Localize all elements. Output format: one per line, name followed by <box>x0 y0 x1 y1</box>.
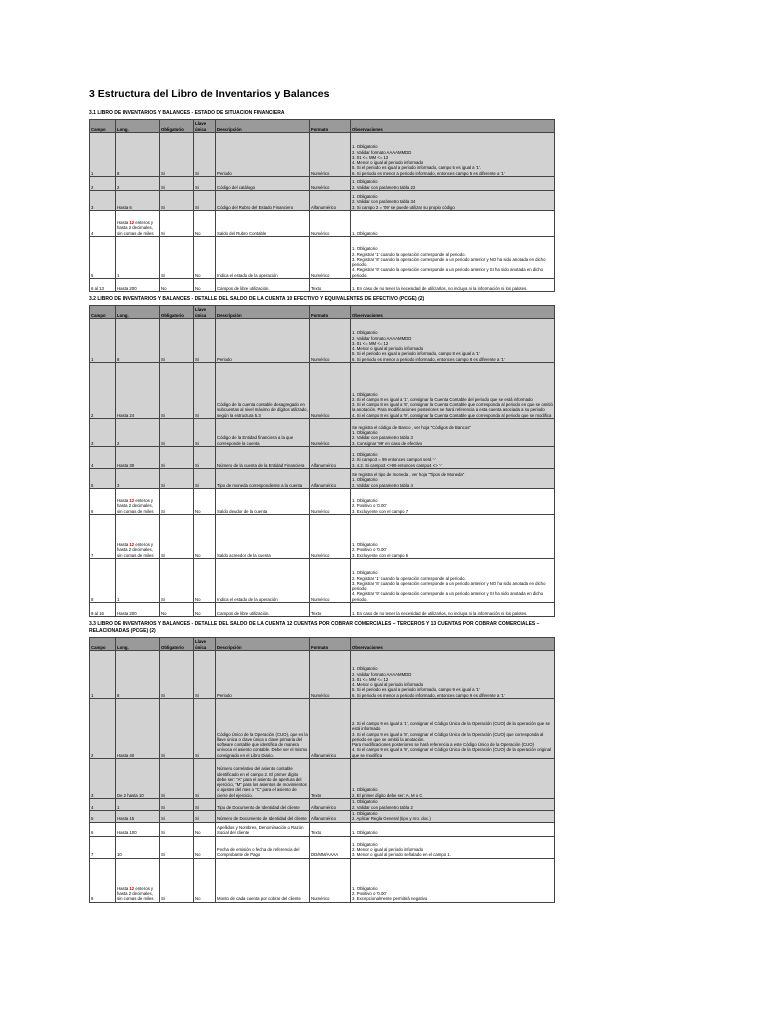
table-cell: Hasta 30 <box>116 447 160 469</box>
table-row <box>90 177 555 191</box>
table-cell: Indica el estado de la operación <box>216 237 310 279</box>
observation-line: 1. En caso de no tener la necesidad de utilizarlos, no incluya ni la información ni los palotes. <box>352 285 528 291</box>
observations-cell <box>351 319 555 363</box>
observation-line: 3. 01 <= MM <= 12 <box>352 340 389 346</box>
table-cell: Alfanumérico <box>310 469 351 489</box>
table-cell: 5 <box>90 811 116 823</box>
observation-line: 2. Registrar '1' cuando la operación corresponde al periodo. <box>352 575 466 581</box>
table-row <box>90 858 555 902</box>
column-header: Obligatorio <box>160 306 194 319</box>
table-row <box>90 133 555 177</box>
observation-line: 2. Positivo o '0.00' <box>352 503 387 509</box>
table-row <box>90 759 555 799</box>
table-cell: Si <box>194 363 216 419</box>
table-row <box>90 279 555 292</box>
table-cell: Hasta 200 <box>116 603 160 617</box>
observation-line: 3. 01 <= MM <= 12 <box>352 154 389 160</box>
observations-cell <box>351 603 555 617</box>
table-cell: Hasta 24 <box>116 363 160 419</box>
table-row <box>90 822 555 836</box>
table-cell: Hasta 200 <box>116 279 160 292</box>
table-cell: 6 <box>90 822 116 836</box>
table-cell: Si <box>160 363 194 419</box>
observations-cell <box>351 759 555 799</box>
table-row <box>90 651 555 699</box>
column-header: Observaciones <box>351 306 555 319</box>
table-cell: Texto <box>310 822 351 836</box>
table-cell: 1 <box>90 651 116 699</box>
table-cell: No <box>194 211 216 237</box>
observation-line: 2. Validar con parámetro tabla 2 <box>352 804 413 810</box>
table-cell: Código del catálogo <box>216 177 310 191</box>
column-header: Long. <box>116 306 160 319</box>
table-cell: Texto <box>310 279 351 292</box>
table-row <box>90 447 555 469</box>
table-cell: Saldo deudor de la cuenta <box>216 489 310 515</box>
table-cell: Campos de libre utilización. <box>216 279 310 292</box>
observations-cell <box>351 211 555 237</box>
table-row <box>90 699 555 759</box>
table-cell: Numérico <box>310 559 351 603</box>
table-cell: Periodo <box>216 133 310 177</box>
table-cell: Si <box>160 419 194 447</box>
table-cell: 3 <box>90 191 116 211</box>
table-cell: Código Único de la Operación (CUO), que es la llave única o clave única o clave primaria del software contable que identifica de manera unívoca el asiento contable. Debe ser el mismo consignado en el Libro Diario. <box>216 699 310 759</box>
table-cell: Si <box>194 699 216 759</box>
observation-line: 3. Si el campo 8 es igual a '8', consignar la Cuenta Contable que corresponda al periodo en que se omitió la anotación. Para modificaciones posteriores se hará referencia a esta cuenta asociada a su periodo <box>352 402 553 413</box>
table-cell: 4 <box>90 211 116 237</box>
table-cell: 4 <box>90 799 116 811</box>
observation-line: 1. Obligatorio <box>352 477 378 483</box>
table-cell: Si <box>160 759 194 799</box>
column-header: Formato <box>310 120 351 133</box>
table-row <box>90 559 555 603</box>
table-cell: Si <box>160 699 194 759</box>
observations-cell <box>351 515 555 559</box>
observations-cell <box>351 133 555 177</box>
observations-cell <box>351 191 555 211</box>
observation-line: 1. En caso de no tener la necesidad de utilizarlos, no incluya ni la información ni los palotes. <box>352 610 528 616</box>
table-row <box>90 515 555 559</box>
table-cell: Numérico <box>310 237 351 279</box>
observation-line: 2. Validar con parametro tabla 4 <box>352 482 413 488</box>
table-cell: Tipo de moneda correspondiente a la cuenta <box>216 469 310 489</box>
table-cell: No <box>194 858 216 902</box>
observations-cell <box>351 836 555 858</box>
table-row <box>90 799 555 811</box>
observation-line: 2. Aplicar Regla General (tipo y nro. doc.) <box>352 816 431 822</box>
observation-line: 5. Si el periodo es igual a periodo informado, campo 8 es igual a '1' <box>352 351 480 357</box>
table-cell: 2 <box>90 699 116 759</box>
observation-line: 3. Excepcionalmente permitirá negativo <box>352 896 428 902</box>
observations-cell <box>351 799 555 811</box>
table-cell: 1 <box>116 237 160 279</box>
column-header: Llave única <box>194 120 216 133</box>
observation-line: 2. Si el campo 9 es igual a '1', consignar el Código Único de la Operación (CUO) de la operación que se está informado <box>352 720 550 732</box>
table-cell: Si <box>194 447 216 469</box>
document-title: 3 Estructura del Libro de Inventarios y Balances <box>89 88 330 100</box>
table-cell: 8 <box>90 858 116 902</box>
highlight-number: 12 <box>129 542 135 548</box>
column-header: Descripción <box>216 120 310 133</box>
observation-line: 4. Menor o igual al periodo informado <box>352 682 424 688</box>
table-cell: Numérico <box>310 489 351 515</box>
observations-cell <box>351 651 555 699</box>
observation-line: 4. Menor o igual al periodo informado <box>352 346 424 352</box>
observation-line: 4. Registrar '9' cuando la operación corresponde a un periodo anterior y SI ha sido anotada en dicho periodo. <box>352 591 544 602</box>
observation-line: 6. Si periodo es menor a periodo informado, entonces campo 5 es diferente a '1' <box>352 170 505 176</box>
observation-line: 1. Obligatorio <box>352 787 378 793</box>
table-row <box>90 836 555 858</box>
observations-cell <box>351 419 555 447</box>
table-cell: Numérico <box>310 515 351 559</box>
table-cell: Hasta 100 <box>116 822 160 836</box>
table-cell: Si <box>160 191 194 211</box>
table-cell: 2 <box>116 419 160 447</box>
table-cell: 5 <box>90 237 116 279</box>
observation-line: 1. Obligatorio <box>352 570 378 576</box>
observation-line: 2. Positivo o '0.00' <box>352 891 387 896</box>
table-cell: 5 <box>90 469 116 489</box>
column-header: Observaciones <box>351 638 555 651</box>
observation-line: Se registra el código de Banco , ver hoja "Códigos de Bancos" <box>352 424 471 430</box>
table-cell: Código del Rubro del Estado Financiero <box>216 191 310 211</box>
table-cell: Alfanumérico <box>310 699 351 759</box>
observation-line: 1. Obligatorio <box>352 811 378 816</box>
section-title: 3.2 LIBRO DE INVENTARIOS Y BALANCES - DETALLE DEL SALDO DE LA CUENTA 10 EFECTIVO Y EQUIVALENTES DE EFECTIVO (PCGE) (2) <box>89 296 425 302</box>
table-cell: Si <box>194 811 216 823</box>
observation-line: 1. Obligatorio <box>352 841 378 847</box>
observations-cell <box>351 858 555 902</box>
section-table <box>89 305 555 617</box>
table-cell: Hasta 12 enteros y hasta 2 decimales, sin comas de miles <box>116 515 160 559</box>
table-cell: 9 al 16 <box>90 603 116 617</box>
observation-line: 2. Validar con parametro tabla 3 <box>352 435 413 441</box>
table-row <box>90 489 555 515</box>
table-cell: Hasta 12 enteros y hasta 2 decimales, sin comas de miles <box>116 489 160 515</box>
table-cell: Si <box>160 447 194 469</box>
observations-cell <box>351 279 555 292</box>
section-title: 3.1 LIBRO DE INVENTARIOS Y BALANCES - ESTADO DE SITUACION FINANCIERA <box>89 110 285 116</box>
table-cell: Alfanumérico <box>310 191 351 211</box>
table-cell: Si <box>160 651 194 699</box>
table-cell: 8 <box>116 133 160 177</box>
observation-line: 3. Consignar '99' en caso de efectivo <box>352 440 423 446</box>
table-cell: Numérico <box>310 858 351 902</box>
observation-line: 3. Menor o igual al periodo señalado en el campo 1. <box>352 852 451 858</box>
observation-line: 4. Si el campo 8 es igual a '9', consignar la Cuenta Contable que corresponda al periodo que se modifica <box>352 412 552 418</box>
column-header: Descripción <box>216 638 310 651</box>
table-cell: No <box>194 489 216 515</box>
observation-line: 5. Si el periodo es igual a periodo informado, campo 5 es igual a '1'. <box>352 165 481 171</box>
table-cell: No <box>194 279 216 292</box>
table-cell: No <box>194 515 216 559</box>
observations-cell <box>351 489 555 515</box>
column-header: Formato <box>310 638 351 651</box>
column-header: Llave única <box>194 306 216 319</box>
observation-line: 2. Validar formato AAAAMMDD <box>352 671 412 677</box>
highlight-number: 12 <box>129 220 135 226</box>
observation-line: 3. Registrar '8' cuando la operación corresponde a un periodo anterior y NO ha sido anotada en dicho periodo. <box>352 256 546 268</box>
table-cell: Apellidos y Nombres, Denominación o Razón Social del cliente <box>216 822 310 836</box>
table-cell: Numérico <box>310 363 351 419</box>
observation-line: Se registra el tipo de moneda , ver hoja "Tipos de Moneda" <box>352 472 465 478</box>
table-cell: Si <box>194 469 216 489</box>
observation-line: 1. Obligatorio <box>352 230 378 236</box>
table-cell: Número de Documento de Identidad del cliente <box>216 811 310 823</box>
table-cell: 1 <box>116 799 160 811</box>
observation-line: 2. Menor o igual al periodo informado <box>352 847 424 852</box>
table-cell: Numérico <box>310 177 351 191</box>
observations-cell <box>351 811 555 823</box>
table-cell: Si <box>194 191 216 211</box>
observations-cell <box>351 699 555 759</box>
table-cell: 2 <box>90 363 116 419</box>
observation-line: 1. Obligatorio <box>352 391 378 397</box>
observation-line: 1. Obligatorio <box>352 330 378 336</box>
highlight-number: 12 <box>129 498 135 504</box>
observations-cell <box>351 447 555 469</box>
table-cell: Numérico <box>310 211 351 237</box>
table-cell: Hasta 15 <box>116 811 160 823</box>
table-row <box>90 211 555 237</box>
sections-container <box>89 110 554 903</box>
column-header: Observaciones <box>351 120 555 133</box>
table-row <box>90 811 555 823</box>
observation-line: 3. Excluyente con el campo 6 <box>352 552 409 558</box>
table-cell: 3 <box>90 759 116 799</box>
observation-line: 3. 01 <= MM <= 12 <box>352 676 389 682</box>
observation-line: 2. El primer dígito debe ser: A, M o C <box>352 792 423 798</box>
observation-line: 1. Obligatorio <box>352 194 378 200</box>
table-cell: No <box>194 836 216 858</box>
observation-line: 1. Obligatorio <box>352 799 378 805</box>
observation-line: 6. Si periodo es menor a periodo informado, entonces campo 9 es diferente a '1' <box>352 692 505 698</box>
table-cell: De 2 hasta 10 <box>116 759 160 799</box>
table-cell: 8 <box>116 319 160 363</box>
observation-line: 1. Obligatorio <box>352 542 378 548</box>
table-cell: Si <box>194 759 216 799</box>
table-cell: Saldo acreedor de la cuenta <box>216 515 310 559</box>
observation-line: 1. Obligatorio <box>352 179 378 185</box>
observation-line: 2. Validar formato AAAAMMDD <box>352 149 412 155</box>
table-row <box>90 603 555 617</box>
table-cell: Hasta 12 enteros y hasta 2 decimales, sin comas de miles <box>116 211 160 237</box>
table-header-row <box>90 306 555 319</box>
column-header: Obligatorio <box>160 120 194 133</box>
column-header: Long. <box>116 120 160 133</box>
table-cell: Si <box>160 858 194 902</box>
observation-line: 1. Obligatorio <box>352 498 378 504</box>
column-header: Campo <box>90 120 116 133</box>
section-table <box>89 637 555 903</box>
table-cell: Texto <box>310 759 351 799</box>
column-header: Llave única <box>194 638 216 651</box>
table-cell: 7 <box>90 515 116 559</box>
table-row <box>90 237 555 279</box>
observation-line: 2. Validar con parámetro tabla 22 <box>352 184 416 190</box>
table-cell: Si <box>160 822 194 836</box>
table-cell: No <box>194 822 216 836</box>
document <box>89 88 554 907</box>
table-cell: Tipo de Documento de Identidad del cliente <box>216 799 310 811</box>
observations-cell <box>351 822 555 836</box>
observation-line: 3. Registrar '8' cuando la operación corresponde a un periodo anterior y NO ha sido anotada en dicho periodo. <box>352 580 546 592</box>
observation-line: 2. Si el campo 8 es igual a '1', consignar la Cuenta Contable del periodo que se está informado <box>352 396 533 402</box>
observations-cell <box>351 237 555 279</box>
table-cell: Monto de cada cuenta por cobrar del cliente <box>216 858 310 902</box>
table-cell: Si <box>160 799 194 811</box>
table-cell: Alfanumérico <box>310 799 351 811</box>
table-cell: Código de la cuenta contable desagregado en subcuentas al nivel máximo de dígitos utilizado, según la estructura 5.3 <box>216 363 310 419</box>
table-cell: Si <box>194 133 216 177</box>
table-cell: Periodo <box>216 651 310 699</box>
table-cell: Indica el estado de la operación <box>216 559 310 603</box>
column-header: Campo <box>90 306 116 319</box>
table-cell: Si <box>194 419 216 447</box>
table-cell: Si <box>194 799 216 811</box>
column-header: Long. <box>116 638 160 651</box>
table-cell: 8 <box>116 651 160 699</box>
table-cell: 2 <box>116 177 160 191</box>
observation-line: 3. Si campo 2 = '09' se puede utilizar su propio código <box>352 204 455 210</box>
observation-line: 1. Obligatorio <box>352 830 378 836</box>
column-header: Descripción <box>216 306 310 319</box>
table-cell: Si <box>194 319 216 363</box>
observations-cell <box>351 469 555 489</box>
observation-line: 2. Si campo3 = 99 entonces campo4 será '-' <box>352 457 436 463</box>
table-cell: 3 <box>116 469 160 489</box>
table-cell: No <box>194 603 216 617</box>
observation-line: 6. Si periodo es menor a periodo informado, entonces campo 8 es diferente a '1' <box>352 356 505 362</box>
table-cell: Si <box>194 177 216 191</box>
table-cell: Si <box>160 811 194 823</box>
section-table <box>89 119 555 292</box>
table-cell: 4 <box>90 447 116 469</box>
observation-line: 1. Obligatorio <box>352 452 378 458</box>
table-cell: Campos de libre utilización. <box>216 603 310 617</box>
table-cell: Si <box>160 319 194 363</box>
table-cell: 1 <box>90 319 116 363</box>
table-cell: 3 <box>90 419 116 447</box>
table-cell: 10 <box>116 836 160 858</box>
observation-line: Para modificaciones posteriores se hará referencia a este Código Único de la Operación (CUO) <box>352 742 534 748</box>
observation-line: 3. Si el campo 9 es igual a '8', consignar el Código Único de la Operación (CUO) que corresponda al periodo en que se omitió la anotación. <box>352 731 544 742</box>
observations-cell <box>351 363 555 419</box>
table-row <box>90 469 555 489</box>
observation-line: 1. Obligatorio <box>352 885 378 891</box>
table-row <box>90 191 555 211</box>
observations-cell <box>351 559 555 603</box>
table-cell: Si <box>160 237 194 279</box>
table-cell: Si <box>160 133 194 177</box>
table-cell: Alfanumérico <box>310 447 351 469</box>
table-cell: Numérico <box>310 651 351 699</box>
table-cell: Numérico <box>310 133 351 177</box>
table-cell: Si <box>160 469 194 489</box>
table-row <box>90 419 555 447</box>
table-cell: Numérico <box>310 419 351 447</box>
table-cell: Hasta 12 enteros y hasta 2 decimales, sin comas de miles <box>116 858 160 902</box>
observation-line: 4. Si el campo 9 es igual a '9', consignar el Código Único de la Operación (CUO) de la operación original que se modifica <box>352 747 551 758</box>
table-cell: No <box>194 559 216 603</box>
table-cell: Si <box>194 651 216 699</box>
observation-line: 2. Registrar '1' cuando la operación corresponde al periodo. <box>352 251 466 257</box>
highlight-number: 12 <box>129 885 135 891</box>
table-cell: Hasta 6 <box>116 191 160 211</box>
table-row <box>90 363 555 419</box>
table-cell: Alfanumérico <box>310 811 351 823</box>
table-cell: No <box>194 237 216 279</box>
table-cell: 6 <box>90 489 116 515</box>
column-header: Campo <box>90 638 116 651</box>
section-title: 3.3 LIBRO DE INVENTARIOS Y BALANCES - DETALLE DEL SALDO DE LA CUENTA 12 CUENTAS POR COBRAR COMERCIALES – TERCEROS Y 13 CUENTAS POR COBRAR COMERCIALES – RELACIONADAS (PCGE) (2) <box>89 621 540 634</box>
table-cell: Si <box>160 559 194 603</box>
observation-line: 4. Menor o igual al periodo informado <box>352 160 424 166</box>
observation-line: 3. Excluyente con el campo 7 <box>352 508 409 514</box>
observations-cell <box>351 177 555 191</box>
table-cell: Número correlativo del asiento contable identificado en el campo 2. El primer dígito debe ser: "A" para el asiento de apertura del ejercicio, "M" para los asientos de movimientos o ajustes del mes o "C" para el asiento de cierre del ejercicio. <box>216 759 310 799</box>
table-cell: 8 <box>90 559 116 603</box>
table-cell: No <box>160 603 194 617</box>
table-cell: Código de la Entidad financiera a la que corresponde la cuenta <box>216 419 310 447</box>
table-cell: 1 <box>90 133 116 177</box>
observation-line: 3. 4.2. Si campo3 <>99 entonces campo4 <> '-' <box>352 462 443 468</box>
table-cell: Fecha de emisión o fecha de referencia del Comprobante de Pago <box>216 836 310 858</box>
table-cell: 7 <box>90 836 116 858</box>
table-cell: 6 al 13 <box>90 279 116 292</box>
observation-line: 1. Obligatorio <box>352 666 378 672</box>
table-cell: 1 <box>116 559 160 603</box>
table-cell: Si <box>160 177 194 191</box>
column-header: Obligatorio <box>160 638 194 651</box>
table-cell: Si <box>160 836 194 858</box>
table-cell: Si <box>160 211 194 237</box>
table-cell: Si <box>160 515 194 559</box>
table-cell: Periodo <box>216 319 310 363</box>
observation-line: 1. Obligatorio <box>352 144 378 150</box>
table-cell: Texto <box>310 603 351 617</box>
table-cell: DD/MM/AAAA <box>310 836 351 858</box>
table-cell: No <box>160 279 194 292</box>
observation-line: 2. Validar formato AAAAMMDD <box>352 335 412 341</box>
observation-line: 1. Obligatorio <box>352 246 378 252</box>
table-cell: Numérico <box>310 319 351 363</box>
table-cell: Saldo del Rubro Contable <box>216 211 310 237</box>
table-header-row <box>90 120 555 133</box>
table-header-row <box>90 638 555 651</box>
table-cell: Número de la cuenta de la Entidad Financiera <box>216 447 310 469</box>
observation-line: 2. Validar con parámetro tabla 34 <box>352 199 416 205</box>
column-header: Formato <box>310 306 351 319</box>
table-row <box>90 319 555 363</box>
observation-line: 1. Obligatorio <box>352 430 378 436</box>
observation-line: 5. Si el periodo es igual a periodo informado, campo 9 es igual a '1' <box>352 687 480 693</box>
table-cell: Hasta 40 <box>116 699 160 759</box>
observation-line: 4. Registrar '9' cuando la operación corresponde a un periodo anterior y SI ha sido anotada en dicho periodo. <box>352 267 544 278</box>
observation-line: 2. Positivo o '0.00' <box>352 547 387 553</box>
table-cell: 2 <box>90 177 116 191</box>
table-cell: Si <box>160 489 194 515</box>
